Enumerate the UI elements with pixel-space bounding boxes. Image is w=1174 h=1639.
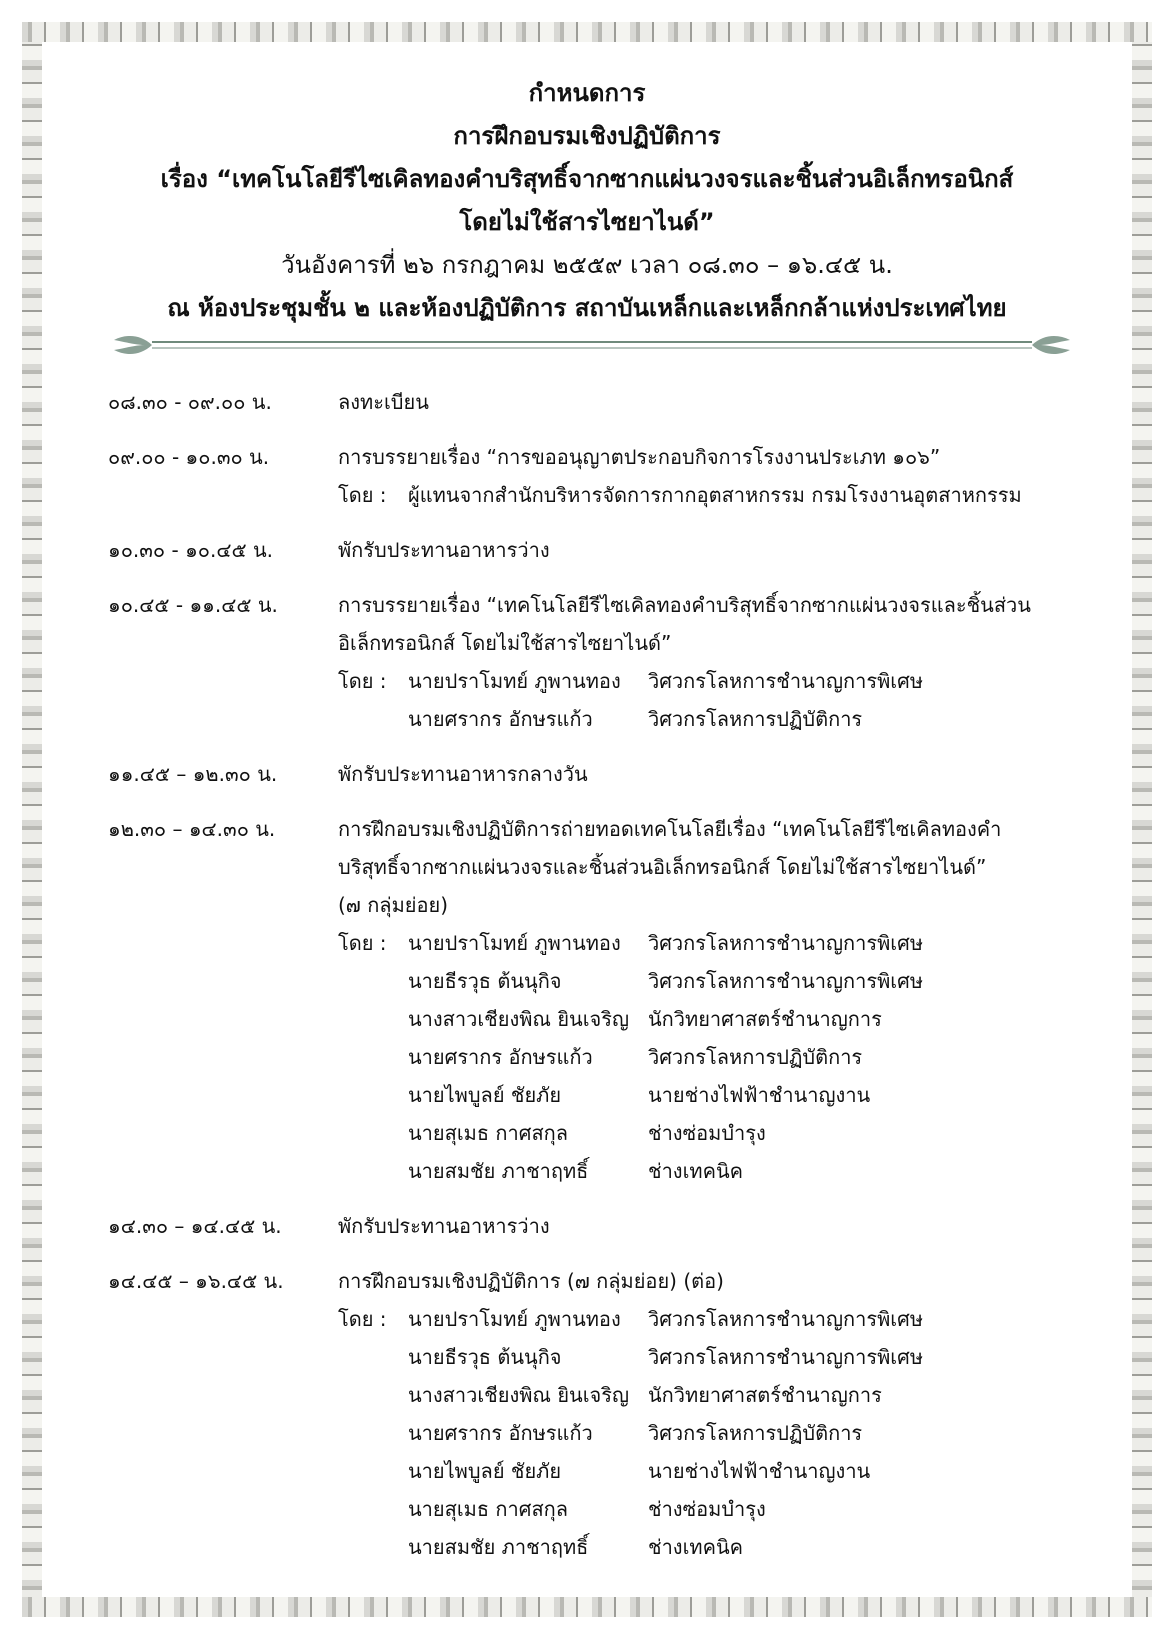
speaker xyxy=(408,1528,923,1566)
document-header xyxy=(60,72,1114,330)
schedule-text: การบรรยายเรื่อง “การขออนุญาตประกอบกิจการโรงงานประเภท ๑๐๖” xyxy=(338,445,941,469)
speakers xyxy=(338,476,1088,514)
speaker-name: นายธีรวุธ ต้นนุกิจ xyxy=(408,969,562,993)
schedule-text: พักรับประทานอาหารกลางวัน xyxy=(338,762,588,786)
speaker-name: นายปราโมทย์ ภูพานทอง xyxy=(408,931,621,955)
speaker-role: นายช่างไฟฟ้าชำนาญงาน xyxy=(648,1459,871,1483)
event-date: วันอังคารที่ ๒๖ กรกฎาคม ๒๕๕๙ เวลา ๐๘.๓๐ – ๑๖.๔๕ น. xyxy=(281,251,893,279)
speaker xyxy=(408,1376,923,1414)
schedule-text: (๗ กลุ่มย่อย) xyxy=(338,893,448,917)
speaker-name: นายสุเมธ กาศสกุล xyxy=(408,1497,569,1521)
speaker-name: นายไพบูลย์ ชัยภัย xyxy=(408,1083,562,1107)
schedule-item xyxy=(108,383,1088,421)
schedule-item xyxy=(108,810,1088,1190)
speaker-role: วิศวกรโลหการชำนาญการพิเศษ xyxy=(648,1307,923,1331)
speaker-role: ช่างเทคนิค xyxy=(648,1535,744,1559)
speaker-role: วิศวกรโลหการชำนาญการพิเศษ xyxy=(648,931,923,955)
speaker-role: ช่างซ่อมบำรุง xyxy=(648,1121,766,1145)
speaker-name: นายศรากร อักษรแก้ว xyxy=(408,1421,593,1445)
speaker-name: นายธีรวุธ ต้นนุกิจ xyxy=(408,1345,562,1369)
speaker xyxy=(408,1414,923,1452)
speaker-name: ผู้แทนจากสำนักบริหารจัดการกากอุตสาหกรรม กรมโรงงานอุตสาหกรรม xyxy=(408,483,1022,507)
speaker-role: วิศวกรโลหการปฏิบัติการ xyxy=(648,1421,863,1445)
speaker-role: วิศวกรโลหการชำนาญการพิเศษ xyxy=(648,969,923,993)
speaker-list xyxy=(408,924,923,1190)
speaker-name: นายไพบูลย์ ชัยภัย xyxy=(408,1459,562,1483)
speakers xyxy=(338,924,1088,1190)
ornament-divider-icon xyxy=(112,330,1072,360)
by-label: โดย : xyxy=(338,669,387,693)
schedule-item xyxy=(108,1207,1088,1245)
title-line-1: กำหนดการ xyxy=(528,79,646,107)
title-line-2: การฝึกอบรมเชิงปฏิบัติการ xyxy=(453,122,721,150)
schedule-time: ๐๙.๐๐ - ๑๐.๓๐ น. xyxy=(108,445,270,469)
schedule-text: พักรับประทานอาหารว่าง xyxy=(338,538,550,562)
by-label: โดย : xyxy=(338,483,387,507)
speaker-list xyxy=(408,1300,923,1566)
speaker xyxy=(408,662,923,700)
schedule-text: ลงทะเบียน xyxy=(338,390,429,414)
speaker xyxy=(408,924,923,962)
speaker-role: วิศวกรโลหการชำนาญการพิเศษ xyxy=(648,1345,923,1369)
speaker-name: นายปราโมทย์ ภูพานทอง xyxy=(408,669,621,693)
schedule-time: ๑๔.๔๕ – ๑๖.๔๕ น. xyxy=(108,1269,284,1293)
schedule-item xyxy=(108,531,1088,569)
speaker-role: นักวิทยาศาสตร์ชำนาญการ xyxy=(648,1007,882,1031)
speaker-role: วิศวกรโลหการชำนาญการพิเศษ xyxy=(648,669,923,693)
schedule-text: การฝึกอบรมเชิงปฏิบัติการ (๗ กลุ่มย่อย) (ต่อ) xyxy=(338,1269,724,1293)
schedule-time: ๑๔.๓๐ – ๑๔.๔๕ น. xyxy=(108,1214,282,1238)
speaker-name: นางสาวเชียงพิณ ยินเจริญ xyxy=(408,1383,630,1407)
event-venue: ณ ห้องประชุมชั้น ๒ และห้องปฏิบัติการ สถาบันเหล็กและเหล็กกล้าแห่งประเทศไทย xyxy=(167,294,1007,322)
schedule-time: ๐๘.๓๐ - ๐๙.๐๐ น. xyxy=(108,390,272,414)
schedule xyxy=(108,383,1088,1583)
schedule-time: ๑๐.๔๕ - ๑๑.๔๕ น. xyxy=(108,593,278,617)
schedule-time: ๑๐.๓๐ - ๑๐.๔๕ น. xyxy=(108,538,273,562)
speakers xyxy=(338,662,1088,738)
ornament-divider xyxy=(112,330,1072,360)
speaker-role: ช่างซ่อมบำรุง xyxy=(648,1497,766,1521)
speaker-name: นางสาวเชียงพิณ ยินเจริญ xyxy=(408,1007,630,1031)
speaker xyxy=(408,962,923,1000)
speaker-list xyxy=(408,662,923,738)
speaker xyxy=(408,1076,923,1114)
speaker xyxy=(408,1338,923,1376)
speaker xyxy=(408,1300,923,1338)
speaker-name: นายศรากร อักษรแก้ว xyxy=(408,1045,593,1069)
speaker xyxy=(408,1490,923,1528)
speaker-role: นักวิทยาศาสตร์ชำนาญการ xyxy=(648,1383,882,1407)
speaker xyxy=(408,1000,923,1038)
schedule-text: การบรรยายเรื่อง “เทคโนโลยีรีไซเคิลทองคำบริสุทธิ์จากซากแผ่นวงจรและชิ้นส่วน xyxy=(338,593,1031,617)
speaker-name: นายสุเมธ กาศสกุล xyxy=(408,1121,569,1145)
schedule-item xyxy=(108,1262,1088,1566)
speaker xyxy=(408,1152,923,1190)
title-line-3: เรื่อง “เทคโนโลยีรีไซเคิลทองคำบริสุทธิ์จากซากแผ่นวงจรและชิ้นส่วนอิเล็กทรอนิกส์ xyxy=(160,165,1014,193)
speaker-role: นายช่างไฟฟ้าชำนาญงาน xyxy=(648,1083,871,1107)
by-label: โดย : xyxy=(338,1307,387,1331)
schedule-time: ๑๒.๓๐ – ๑๔.๓๐ น. xyxy=(108,817,276,841)
schedule-text: อิเล็กทรอนิกส์ โดยไม่ใช้สารไซยาไนด์” xyxy=(338,631,672,655)
speaker xyxy=(408,700,923,738)
speaker xyxy=(408,1038,923,1076)
speakers xyxy=(338,1300,1088,1566)
speaker-name: นายศรากร อักษรแก้ว xyxy=(408,707,593,731)
schedule-text: บริสุทธิ์จากซากแผ่นวงจรและชิ้นส่วนอิเล็กทรอนิกส์ โดยไม่ใช้สารไซยาไนด์” xyxy=(338,855,987,879)
speaker-name: นายสมชัย ภาชาฤทธิ์ xyxy=(408,1159,589,1183)
speaker-name: นายสมชัย ภาชาฤทธิ์ xyxy=(408,1535,589,1559)
schedule-item xyxy=(108,755,1088,793)
schedule-time: ๑๑.๔๕ – ๑๒.๓๐ น. xyxy=(108,762,278,786)
schedule-item xyxy=(108,438,1088,514)
speaker-name: นายปราโมทย์ ภูพานทอง xyxy=(408,1307,621,1331)
speaker-role: วิศวกรโลหการปฏิบัติการ xyxy=(648,707,863,731)
speaker-role: ช่างเทคนิค xyxy=(648,1159,744,1183)
schedule-text: การฝึกอบรมเชิงปฏิบัติการถ่ายทอดเทคโนโลยีเรื่อง “เทคโนโลยีรีไซเคิลทองคำ xyxy=(338,817,1002,841)
by-label: โดย : xyxy=(338,931,387,955)
schedule-item xyxy=(108,586,1088,738)
title-line-4: โดยไม่ใช้สารไซยาไนด์” xyxy=(459,208,715,236)
speaker-role: วิศวกรโลหการปฏิบัติการ xyxy=(648,1045,863,1069)
schedule-text: พักรับประทานอาหารว่าง xyxy=(338,1214,550,1238)
speaker xyxy=(408,1452,923,1490)
speaker xyxy=(408,1114,923,1152)
